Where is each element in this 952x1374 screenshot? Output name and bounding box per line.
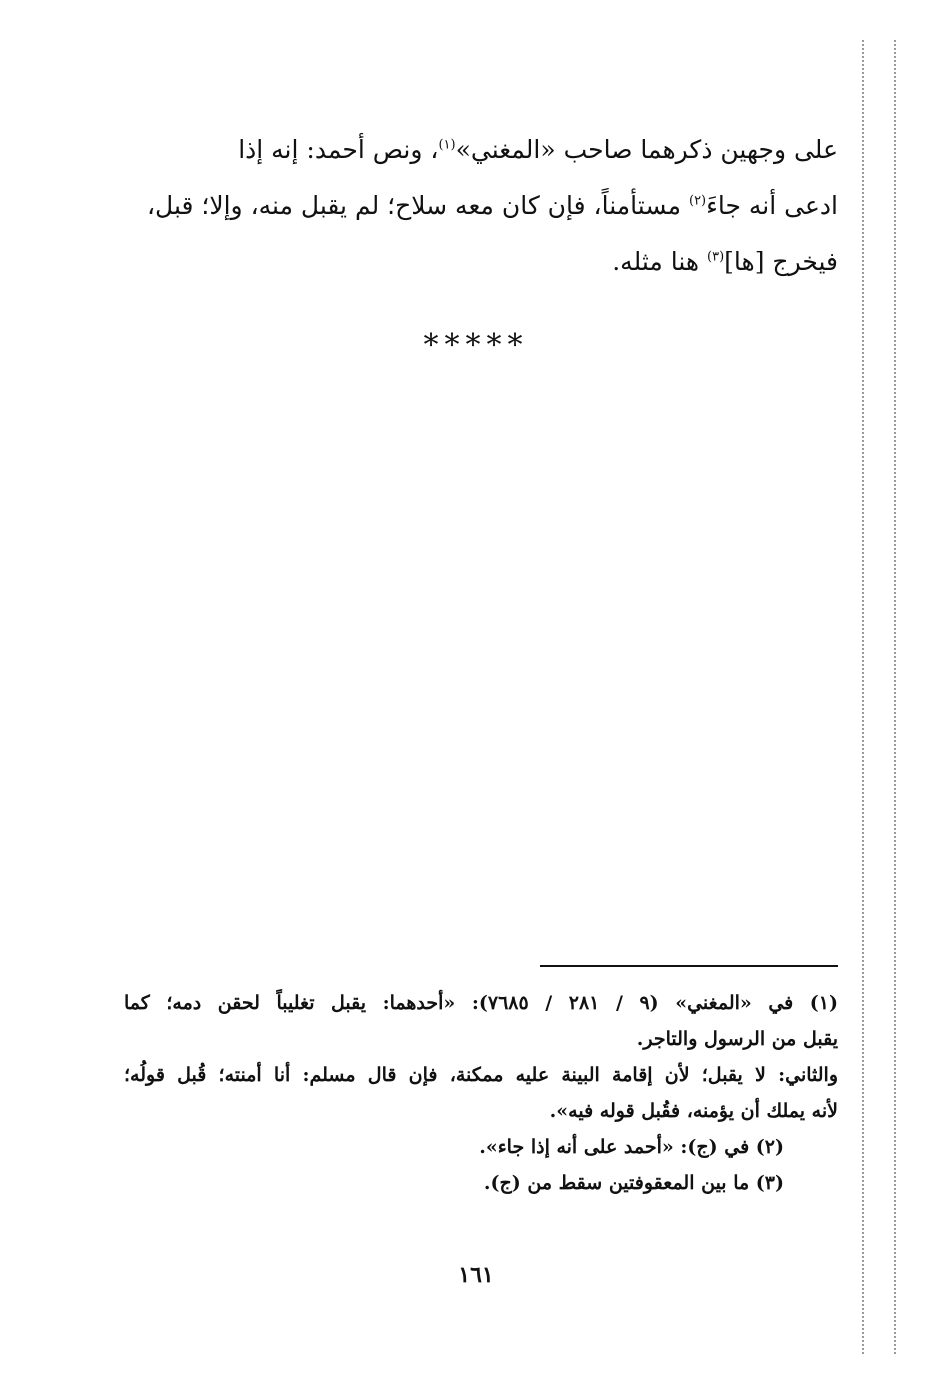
footnote-1-line: لأنه يملك أن يؤمنه، فقُبل قوله فيه». bbox=[549, 1100, 838, 1122]
footnote-1-line: (١) في «المغني» (٩ / ٢٨١ / ٧٦٨٥): «أحدهما: يقبل تغليباً لحقن دمه؛ كما bbox=[124, 992, 839, 1014]
footnote-ref-3[interactable]: (٣) bbox=[707, 249, 725, 265]
footnote-ref-1[interactable]: (١) bbox=[438, 137, 456, 153]
body-text-segment: ادعى أنه جاءَ bbox=[706, 191, 838, 220]
footnote-divider bbox=[540, 965, 838, 967]
section-separator-stars: ***** bbox=[423, 328, 529, 363]
page-edge-dotted-line bbox=[894, 40, 896, 1354]
footnote-1-line: والثاني: لا يقبل؛ لأن إقامة البينة عليه ممكنة، فإن قال مسلم: أنا أمنته؛ قُبل قولُه؛ bbox=[124, 1064, 838, 1086]
body-text-segment: فيخرج [ها] bbox=[724, 247, 838, 276]
footnote-3-text: (٣) ما بين المعقوفتين سقط من (ج). bbox=[483, 1172, 784, 1194]
footnote-1 bbox=[124, 985, 838, 1129]
page-edge-dotted-line bbox=[862, 40, 864, 1354]
footnotes-section bbox=[124, 985, 838, 1201]
page-number: ١٦١ bbox=[458, 1262, 494, 1288]
body-text-segment: هنا مثله. bbox=[612, 247, 708, 276]
footnote-ref-2[interactable]: (٢) bbox=[688, 193, 707, 209]
footnote-2 bbox=[124, 1129, 838, 1165]
body-line-1 bbox=[124, 122, 838, 178]
footnote-3 bbox=[124, 1165, 838, 1201]
body-line-3 bbox=[124, 234, 838, 290]
body-text-segment: على وجهين ذكرهما صاحب «المغني» bbox=[455, 135, 838, 164]
footnote-1-line: يقبل من الرسول والتاجر. bbox=[636, 1028, 838, 1050]
body-line-2 bbox=[124, 178, 838, 234]
body-text-segment: ، ونص أحمد: إنه إذا bbox=[238, 135, 439, 164]
body-text-segment: مستأمناً، فإن كان معه سلاح؛ لم يقبل منه، وإلا؛ قبل، bbox=[146, 191, 689, 220]
footnote-2-text: (٢) في (ج): «أحمد على أنه إذا جاء». bbox=[479, 1136, 784, 1158]
main-body-text bbox=[124, 122, 838, 290]
